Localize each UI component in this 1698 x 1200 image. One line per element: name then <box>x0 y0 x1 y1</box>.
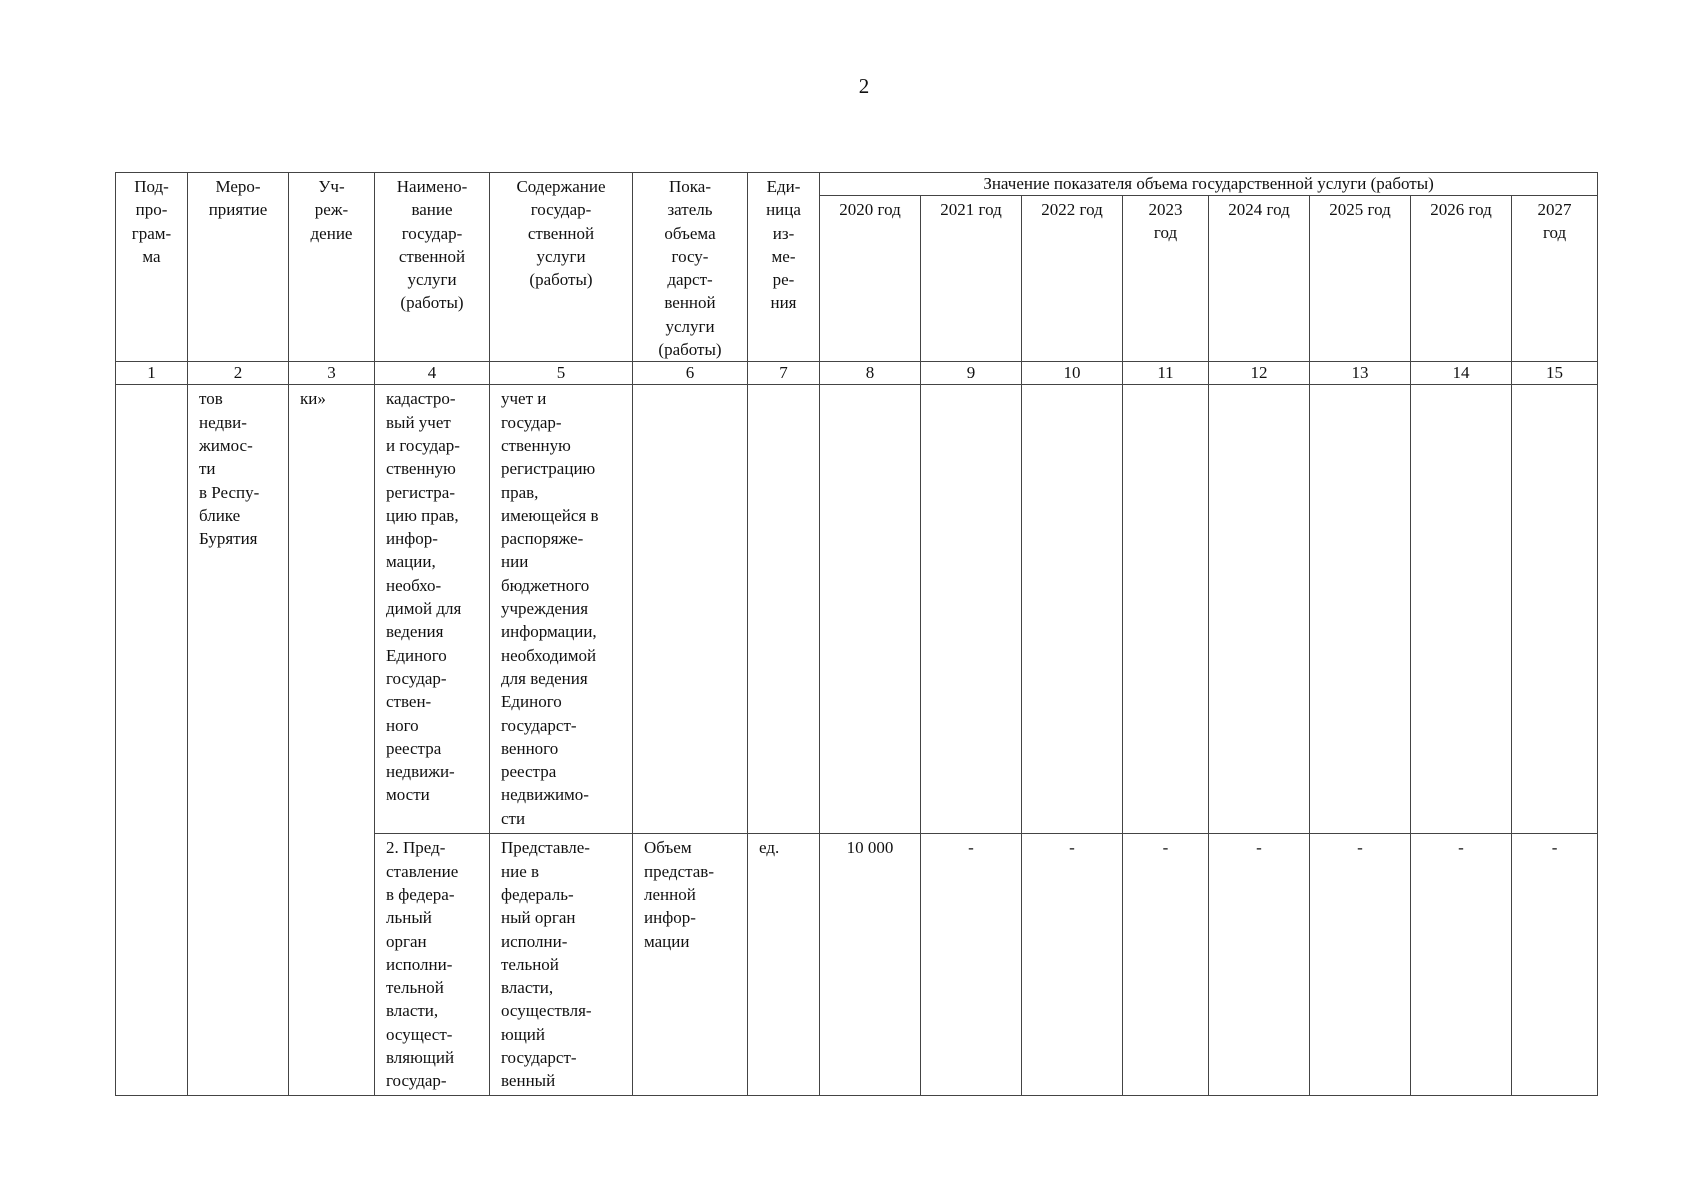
header-volume-indicator <box>633 173 748 362</box>
text-line: 2027 <box>1537 200 1572 220</box>
activity-cell <box>188 385 289 1095</box>
text-line: ница <box>766 200 801 220</box>
text-line: 2020 год <box>839 200 901 220</box>
text-line: Бурятия <box>199 529 258 549</box>
header-institution <box>289 173 375 362</box>
text-line: вляющий <box>386 1048 455 1068</box>
text-line: государст- <box>501 1048 577 1068</box>
header-year-2020 <box>820 196 921 362</box>
value-cell <box>1411 385 1512 834</box>
column-number: 9 <box>921 362 1022 385</box>
header-year-2024 <box>1209 196 1310 362</box>
text-line: Под- <box>134 177 169 196</box>
indicator-text <box>644 836 743 952</box>
text-line: тельной <box>386 978 444 998</box>
column-number: 11 <box>1123 362 1209 385</box>
header-year-2027 <box>1512 196 1598 362</box>
header-activity-text <box>188 175 288 222</box>
text-line: блике <box>199 505 241 525</box>
text-line: цию прав, <box>386 505 459 525</box>
text-line: услуги <box>665 316 715 336</box>
text-line: представ- <box>644 861 714 881</box>
service-name-text <box>386 387 485 806</box>
text-line: государ- <box>530 200 592 220</box>
text-line: власти, <box>501 978 554 998</box>
text-line: тов <box>199 389 223 409</box>
service-content-text <box>501 387 628 830</box>
value-cell <box>921 385 1022 834</box>
text-line: Представле- <box>501 838 590 858</box>
institution-cell <box>289 385 375 1095</box>
text-line: мации, <box>386 552 436 572</box>
text-line: про- <box>135 200 168 220</box>
text-line: ние в <box>501 861 540 881</box>
column-number: 12 <box>1209 362 1310 385</box>
header-subprogram <box>116 173 188 362</box>
text-line: мации <box>644 931 690 951</box>
text-line: недвижимо- <box>501 785 589 805</box>
header-service-content-text <box>490 175 632 291</box>
service-content-cell <box>490 834 633 1095</box>
text-line: исполни- <box>386 954 453 974</box>
text-line: ственной <box>398 246 466 266</box>
text-line: из- <box>772 223 795 243</box>
text-line: бюджетного <box>501 575 590 595</box>
text-line: распоряже- <box>501 529 584 549</box>
header-activity <box>188 173 289 362</box>
text-line: реестра <box>501 762 557 782</box>
value-cell <box>1512 385 1598 834</box>
text-line: 2021 год <box>940 200 1002 220</box>
institution-text <box>300 387 370 410</box>
text-line: Наимено- <box>396 177 468 196</box>
text-line: осущест- <box>386 1024 453 1044</box>
text-line: год <box>1542 223 1567 243</box>
column-number: 2 <box>188 362 289 385</box>
text-line: 2024 год <box>1228 200 1290 220</box>
unit-cell <box>748 385 820 834</box>
text-line: ственную <box>386 459 456 479</box>
page-number: 2 <box>858 74 870 98</box>
header-group-title: Значение показателя объема государственной услуги (работы) <box>820 173 1598 196</box>
column-number: 3 <box>289 362 375 385</box>
text-line: орган <box>386 931 427 951</box>
column-number: 5 <box>490 362 633 385</box>
column-number-row <box>116 362 1598 385</box>
value-2027: - <box>1512 834 1598 1095</box>
text-line: льный <box>386 908 432 928</box>
text-line: дение <box>310 223 353 243</box>
text-line: ственной <box>527 223 595 243</box>
column-number: 14 <box>1411 362 1512 385</box>
text-line: Уч- <box>318 177 345 196</box>
column-number: 8 <box>820 362 921 385</box>
text-line: ющий <box>501 1024 545 1044</box>
header-year-2023 <box>1123 196 1209 362</box>
value-2026: - <box>1411 834 1512 1095</box>
header-service-content <box>490 173 633 362</box>
text-line: вый учет <box>386 412 451 432</box>
text-line: (работы) <box>529 270 593 290</box>
text-line: ма <box>142 246 161 266</box>
services-table <box>115 172 1598 1096</box>
table-row <box>116 385 1598 834</box>
header-volume-indicator-text <box>633 175 747 361</box>
text-line: инфор- <box>644 908 696 928</box>
column-number: 1 <box>116 362 188 385</box>
text-line: необхо- <box>386 575 442 595</box>
text-line: инфор- <box>386 529 438 549</box>
text-line: в федера- <box>386 884 455 904</box>
header-unit <box>748 173 820 362</box>
activity-text <box>199 387 284 550</box>
text-line: для ведения <box>501 668 588 688</box>
text-line: услуги <box>536 246 586 266</box>
indicator-cell <box>633 834 748 1095</box>
value-2023: - <box>1123 834 1209 1095</box>
indicator-cell <box>633 385 748 834</box>
text-line: госу- <box>671 246 709 266</box>
value-cell <box>1123 385 1209 834</box>
text-line: осуществля- <box>501 1001 592 1021</box>
header-year-2021 <box>921 196 1022 362</box>
text-line: ме- <box>771 246 796 266</box>
text-line: учреждения <box>501 599 589 619</box>
column-number: 15 <box>1512 362 1598 385</box>
text-line: регистра- <box>386 482 456 502</box>
value-cell <box>1310 385 1411 834</box>
text-line: власти, <box>386 1001 439 1021</box>
text-line: в Респу- <box>199 482 260 502</box>
text-line: Содержание <box>516 177 606 196</box>
text-line: ного <box>386 715 419 735</box>
text-line: 2025 год <box>1329 200 1391 220</box>
text-line: 2023 <box>1148 200 1183 220</box>
text-line: государ- <box>401 223 463 243</box>
header-row-top <box>116 173 1598 196</box>
column-number: 7 <box>748 362 820 385</box>
value-2021: - <box>921 834 1022 1095</box>
text-line: услуги <box>407 270 457 290</box>
text-line: Еди- <box>766 177 801 196</box>
text-line: димой для <box>386 599 462 619</box>
text-line: государ- <box>501 412 562 432</box>
subprogram-cell <box>116 385 188 1095</box>
text-line: ставление <box>386 861 459 881</box>
service-content-cell <box>490 385 633 834</box>
text-line: затель <box>667 200 713 220</box>
text-line: недви- <box>199 412 247 432</box>
text-line: исполни- <box>501 931 568 951</box>
text-line: ведения <box>386 622 444 642</box>
text-line: ствен- <box>386 692 432 712</box>
text-line: год <box>1153 223 1178 243</box>
text-line: (работы) <box>658 340 722 360</box>
text-line: жимос- <box>199 435 253 455</box>
service-content-text <box>501 836 628 1092</box>
text-line: ре- <box>772 270 795 290</box>
text-line: недвижи- <box>386 762 455 782</box>
text-line: реж- <box>314 200 349 220</box>
value-cell <box>1209 385 1310 834</box>
unit-cell: ед. <box>748 834 820 1095</box>
value-cell <box>1022 385 1123 834</box>
text-line: нии <box>501 552 529 572</box>
text-line: государ- <box>386 668 447 688</box>
service-name-text <box>386 836 485 1092</box>
text-line: венной <box>664 293 716 313</box>
service-name-cell <box>375 385 490 834</box>
column-number: 6 <box>633 362 748 385</box>
text-line: венный <box>501 1071 556 1091</box>
header-unit-text <box>748 175 819 315</box>
text-line: 2026 год <box>1430 200 1492 220</box>
column-number: 10 <box>1022 362 1123 385</box>
text-line: 2022 год <box>1041 200 1103 220</box>
text-line: ти <box>199 459 216 479</box>
header-year-2022 <box>1022 196 1123 362</box>
text-line: Объем <box>644 838 692 858</box>
text-line: учет и <box>501 389 547 409</box>
header-service-name-text <box>375 175 489 315</box>
text-line: (работы) <box>400 293 464 313</box>
text-line: объема <box>664 223 716 243</box>
text-line: ки» <box>300 389 326 409</box>
header-institution-text <box>289 175 374 245</box>
text-line: Меро- <box>215 177 261 196</box>
text-line: государст- <box>501 715 577 735</box>
header-year-2026 <box>1411 196 1512 362</box>
text-line: ленной <box>644 884 696 904</box>
value-2025: - <box>1310 834 1411 1095</box>
text-line: имеющейся в <box>501 505 599 525</box>
text-line: тельной <box>501 954 559 974</box>
value-2022: - <box>1022 834 1123 1095</box>
text-line: сти <box>501 808 526 828</box>
column-number: 4 <box>375 362 490 385</box>
value-2020: 10 000 <box>820 834 921 1095</box>
text-line: и государ- <box>386 435 460 455</box>
text-line: Единого <box>501 692 562 712</box>
text-line: ственную <box>501 435 571 455</box>
text-line: государ- <box>386 1071 447 1091</box>
header-subprogram-text <box>116 175 187 268</box>
text-line: венного <box>501 738 559 758</box>
text-line: Пока- <box>669 177 711 196</box>
value-2024: - <box>1209 834 1310 1095</box>
text-line: грам- <box>131 223 172 243</box>
text-line: ный орган <box>501 908 576 928</box>
header-service-name <box>375 173 490 362</box>
header-year-2025 <box>1310 196 1411 362</box>
text-line: федераль- <box>501 884 574 904</box>
text-line: необходимой <box>501 645 597 665</box>
value-cell <box>820 385 921 834</box>
text-line: мости <box>386 785 430 805</box>
text-line: регистрацию <box>501 459 596 479</box>
text-line: реестра <box>386 738 442 758</box>
text-line: 2. Пред- <box>386 838 446 858</box>
column-number: 13 <box>1310 362 1411 385</box>
text-line: вание <box>411 200 453 220</box>
text-line: информации, <box>501 622 597 642</box>
service-name-cell <box>375 834 490 1095</box>
text-line: ния <box>770 293 797 313</box>
text-line: Единого <box>386 645 447 665</box>
text-line: приятие <box>208 200 268 220</box>
text-line: дарст- <box>667 270 713 290</box>
text-line: прав, <box>501 482 539 502</box>
text-line: кадастро- <box>386 389 456 409</box>
